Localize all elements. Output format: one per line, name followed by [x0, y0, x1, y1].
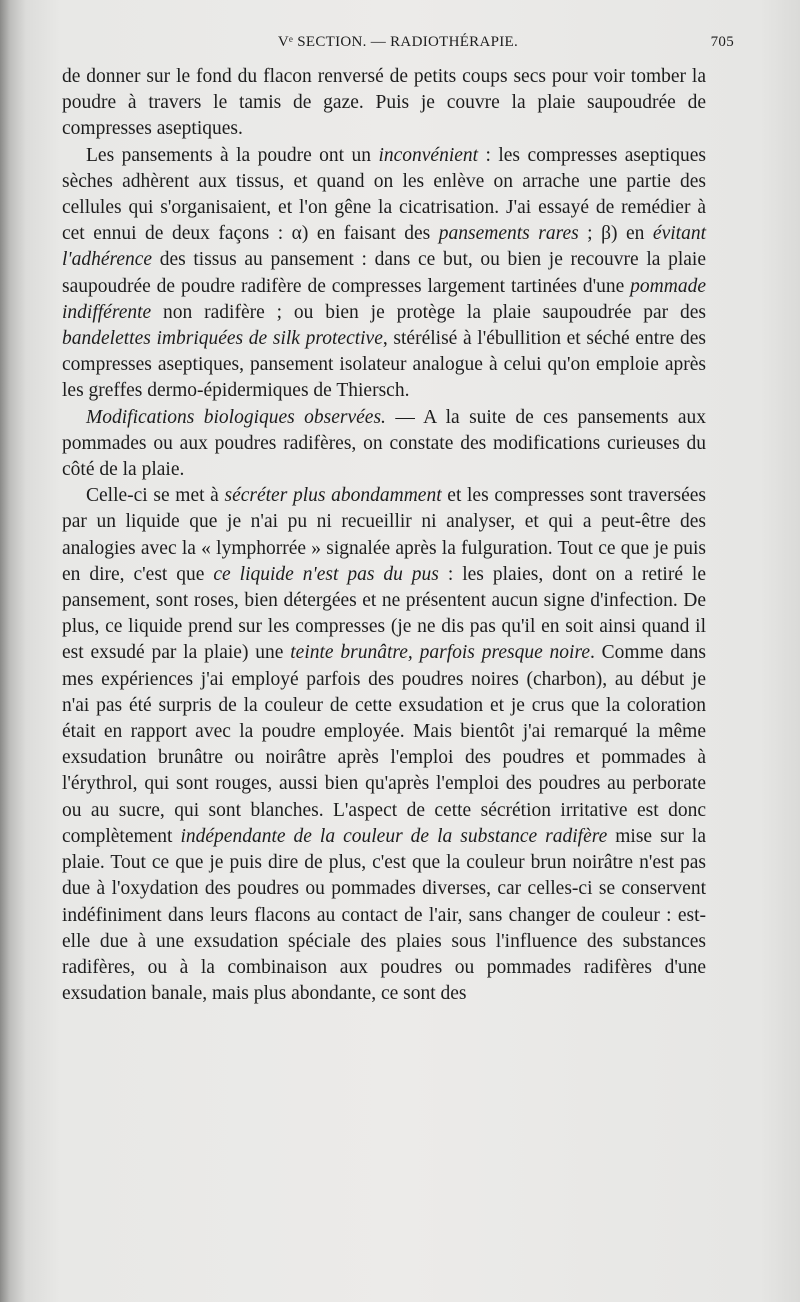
body-text: [62, 64, 706, 1007]
italic-phrase: inconvénient: [378, 144, 479, 166]
paragraph: [62, 143, 706, 405]
paragraph: [62, 64, 706, 143]
paragraph: [62, 483, 706, 1007]
italic-phrase: Modifications biologiques observées.: [86, 406, 386, 428]
text-run: , stérélisé à l'ébullition et séché entre des compresses aseptiques, pansement isolateur analogue à celui qu'on emploie après les greffes dermo-épidermiques de Thiersch.: [62, 328, 707, 402]
text-run: : les plaies, dont on a retiré le pansement, sont roses, bien détergées et ne présentent aucun signe d'infection. De plus, ce liquide prend sur les compresses (je ne dis pas qu'il en soit ainsi quand il est exsudé par la plaie) une: [62, 563, 706, 664]
running-header: [62, 34, 734, 58]
text-run: Les pansements à la poudre ont un: [86, 144, 379, 166]
page-number: 705: [710, 34, 734, 50]
text-run: ; β) en: [578, 223, 653, 245]
text-run: de donner sur le fond du flacon renversé de petits coups secs pour voir tomber la poudre à travers le tamis de gaze. Puis je couvre la plaie saupoudrée de compresses aseptiques.: [62, 66, 706, 140]
text-run: non radifère ; ou bien je protège la plaie saupoudrée par des: [151, 301, 706, 323]
text-run: des tissus au pansement : dans ce but, ou bien je recouvre la plaie saupoudrée de poudre radifère de compresses largement tartinées d'une: [62, 249, 706, 297]
italic-phrase: sécréter plus abondamment: [224, 485, 442, 507]
text-run: — A la suite de ces pansements aux pommades ou aux poudres radifères, on constate des modifications curieuses du côté de la plaie.: [62, 406, 706, 481]
text-run: et les compresses sont traversées par un liquide que je n'ai pu ni recueillir ni analyser, et qui a peut-être des analogies avec la « lymphorrée » signalée après la fulguration. Tout ce que je puis en dire, c'est que: [62, 485, 706, 585]
text-run: mise sur la plaie. Tout ce que je puis dire de plus, c'est que la couleur brun noirâtre n'est pas due à l'oxydation des poudres ou pommades diverses, car celles-ci se conservent indéfiniment dans leurs flacons au contact de l'air, sans changer de couleur : est-elle due à une exsudation spéciale des plaies sous l'influence des substances radifères, ou à la combinaison aux poudres ou pommades radifères d'une exsudation banale, mais plus abondante, ce sont des: [62, 825, 706, 1005]
italic-phrase: teinte brunâtre, parfois presque noire: [290, 642, 590, 664]
section-title: Vᵉ SECTION. — RADIOTHÉRAPIE.: [277, 34, 519, 50]
text-run: : les compresses aseptiques sèches adhèrent aux tissus, et quand on les enlève on arrache une partie des cellules qui s'organisaient, et l'on gêne la cicatrisation. J'ai essayé de remédier à cet ennui de deux façons : α) en faisant des: [62, 144, 706, 245]
italic-phrase: pansements rares: [438, 223, 579, 245]
italic-phrase: indépendante de la couleur de la substance radifère: [180, 825, 608, 847]
text-run: . Comme dans mes expériences j'ai employé parfois des poudres noires (charbon), au début je n'ai pas été surpris de la couleur de cette exsudation et je crus que la coloration était en rapport avec la poudre employée. Mais bientôt j'ai remarqué la même exsudation brunâtre ou noirâtre après l'emploi des poudres et pommades à l'érythrol, qui sont rouges, aussi bien qu'après l'emploi des poudres au perborate ou au sucre, qui sont blanches. L'aspect de cette sécrétion irritative est donc complètement: [62, 642, 706, 847]
italic-phrase: évitant l'adhérence: [62, 223, 706, 271]
italic-phrase: ce liquide n'est pas du pus: [213, 563, 439, 585]
paragraph: [62, 405, 706, 484]
italic-phrase: bandelettes imbriquées de silk protective: [62, 328, 383, 350]
italic-phrase: pommade indifférente: [62, 275, 706, 323]
text-run: Celle-ci se met à: [86, 485, 225, 507]
